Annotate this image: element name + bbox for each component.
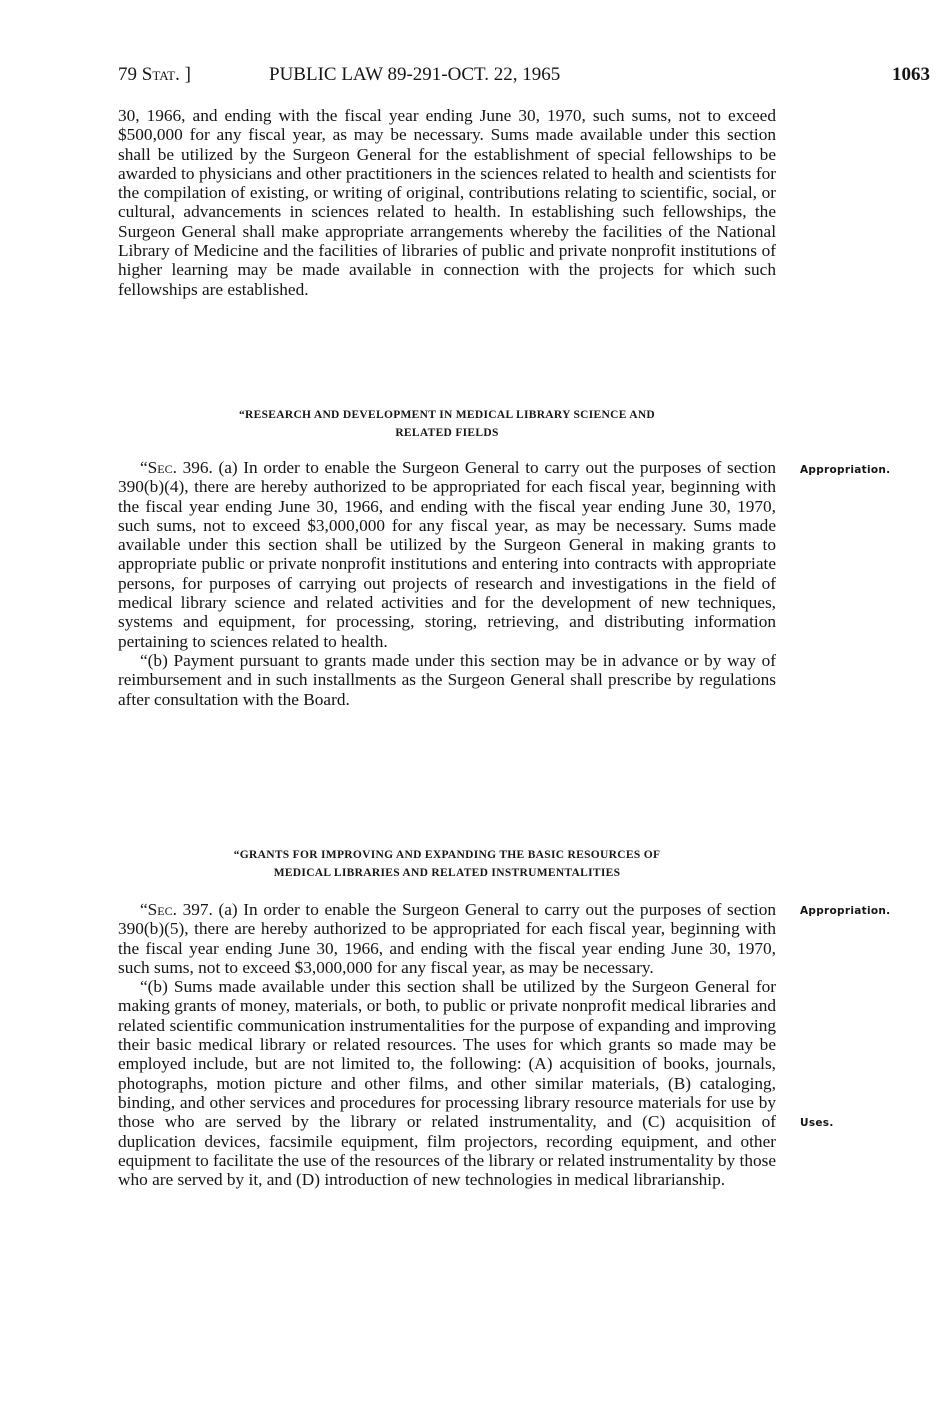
fellowship-paragraph: [118, 106, 776, 299]
margin-note-appropriation-396: Appropriation.: [800, 464, 891, 476]
sec-label: “Sec.: [140, 458, 177, 477]
section-397-para-b: “(b) Sums made available under this section shall be utilized by the Surgeon General for making grants of money, materials, or both, to public or private nonprofit medical libraries and related scientific communication instrumentalities for the purpose of expanding and improving their basic medical library or related resources. The uses for which grants so made may be employed include, but are not limited to, the following: (A) acquisition of books, journals, photographs, motion picture and other films, and other similar materials, (B) cataloging, binding, and other services and procedures for processing library resource materials for use by those who are served by the library or related instrumentality, and (C) acquisition of duplication devices, facsimile equipment, film projectors, recording equipment, and other equipment to facilitate the use of the resources of the library or related instrumentality by those who are served by it, and (D) introduction of new technologies in medical librarianship.: [118, 977, 776, 1190]
page-header: [118, 64, 930, 94]
sec-label: “Sec.: [140, 900, 177, 919]
paragraph-text: 30, 1966, and ending with the fiscal year ending June 30, 1970, such sums, not to exceed $500,000 for any fiscal year, as may be necessary. Sums made available under this section shall be utilized by the Surgeon General for the establishment of special fellowships to be awarded to physicians and other practitioners in the sciences related to health and scientists for the compilation of existing, or writing of original, contributions relating to scientific, social, or cultural, advancements in sciences related to health. In establishing such fellowships, the Surgeon General shall make appropriate arrangements whereby the facilities of the National Library of Medicine and the facilities of libraries of public and private nonprofit institutions of higher learning may be made available in connection with the projects for which such fellowships are established.: [118, 106, 776, 299]
heading-line-2: RELATED FIELDS: [395, 427, 499, 439]
section-397-body: [118, 900, 776, 1189]
margin-note-uses: Uses.: [800, 1117, 834, 1129]
heading-line-2: MEDICAL LIBRARIES AND RELATED INSTRUMENTALITIES: [273, 867, 621, 879]
section-396-para-a: “Sec. 396. (a) In order to enable the Surgeon General to carry out the purposes of section 390(b)(4), there are hereby authorized to be appropriated for each fiscal year, beginning with the fiscal year ending June 30, 1966, and ending with the fiscal year ending June 30, 1970, such sums, not to exceed $3,000,000 for any fiscal year, as may be necessary. Sums made available under this section shall be utilized by the Surgeon General in making grants to appropriate public or private nonprofit institutions and entering into contracts with appropriate persons, for purposes of carrying out projects of research and investigations in the field of medical library science and related activities and for the development of new techniques, systems and equipment, for processing, storing, retrieving, and distributing information pertaining to sciences related to health.: [118, 458, 776, 651]
margin-note-appropriation-397: Appropriation.: [800, 905, 891, 917]
heading-line-1: “RESEARCH AND DEVELOPMENT IN MEDICAL LIBRARY SCIENCE AND: [238, 409, 656, 421]
section-397-para-a: “Sec. 397. (a) In order to enable the Surgeon General to carry out the purposes of section 390(b)(5), there are hereby authorized to be appropriated for each fiscal year, beginning with the fiscal year ending June 30, 1966, and ending with the fiscal year ending June 30, 1970, such sums, not to exceed $3,000,000 for any fiscal year, as may be necessary.: [118, 900, 776, 977]
section-396-para-b: “(b) Payment pursuant to grants made under this section may be in advance or by way of reimbursement and in such installments as the Surgeon General shall prescribe by regulations after consultation with the Board.: [118, 650, 776, 709]
section-396-body: [118, 458, 776, 709]
heading-line-1: “GRANTS FOR IMPROVING AND EXPANDING THE BASIC RESOURCES OF: [233, 849, 661, 861]
page-number: 1063: [892, 64, 930, 85]
stat-citation: 79 Stat. ]: [118, 64, 191, 85]
header-title: PUBLIC LAW 89-291-OCT. 22, 1965: [269, 64, 561, 85]
section-397-heading: [118, 846, 776, 882]
section-396-heading: [118, 406, 776, 442]
